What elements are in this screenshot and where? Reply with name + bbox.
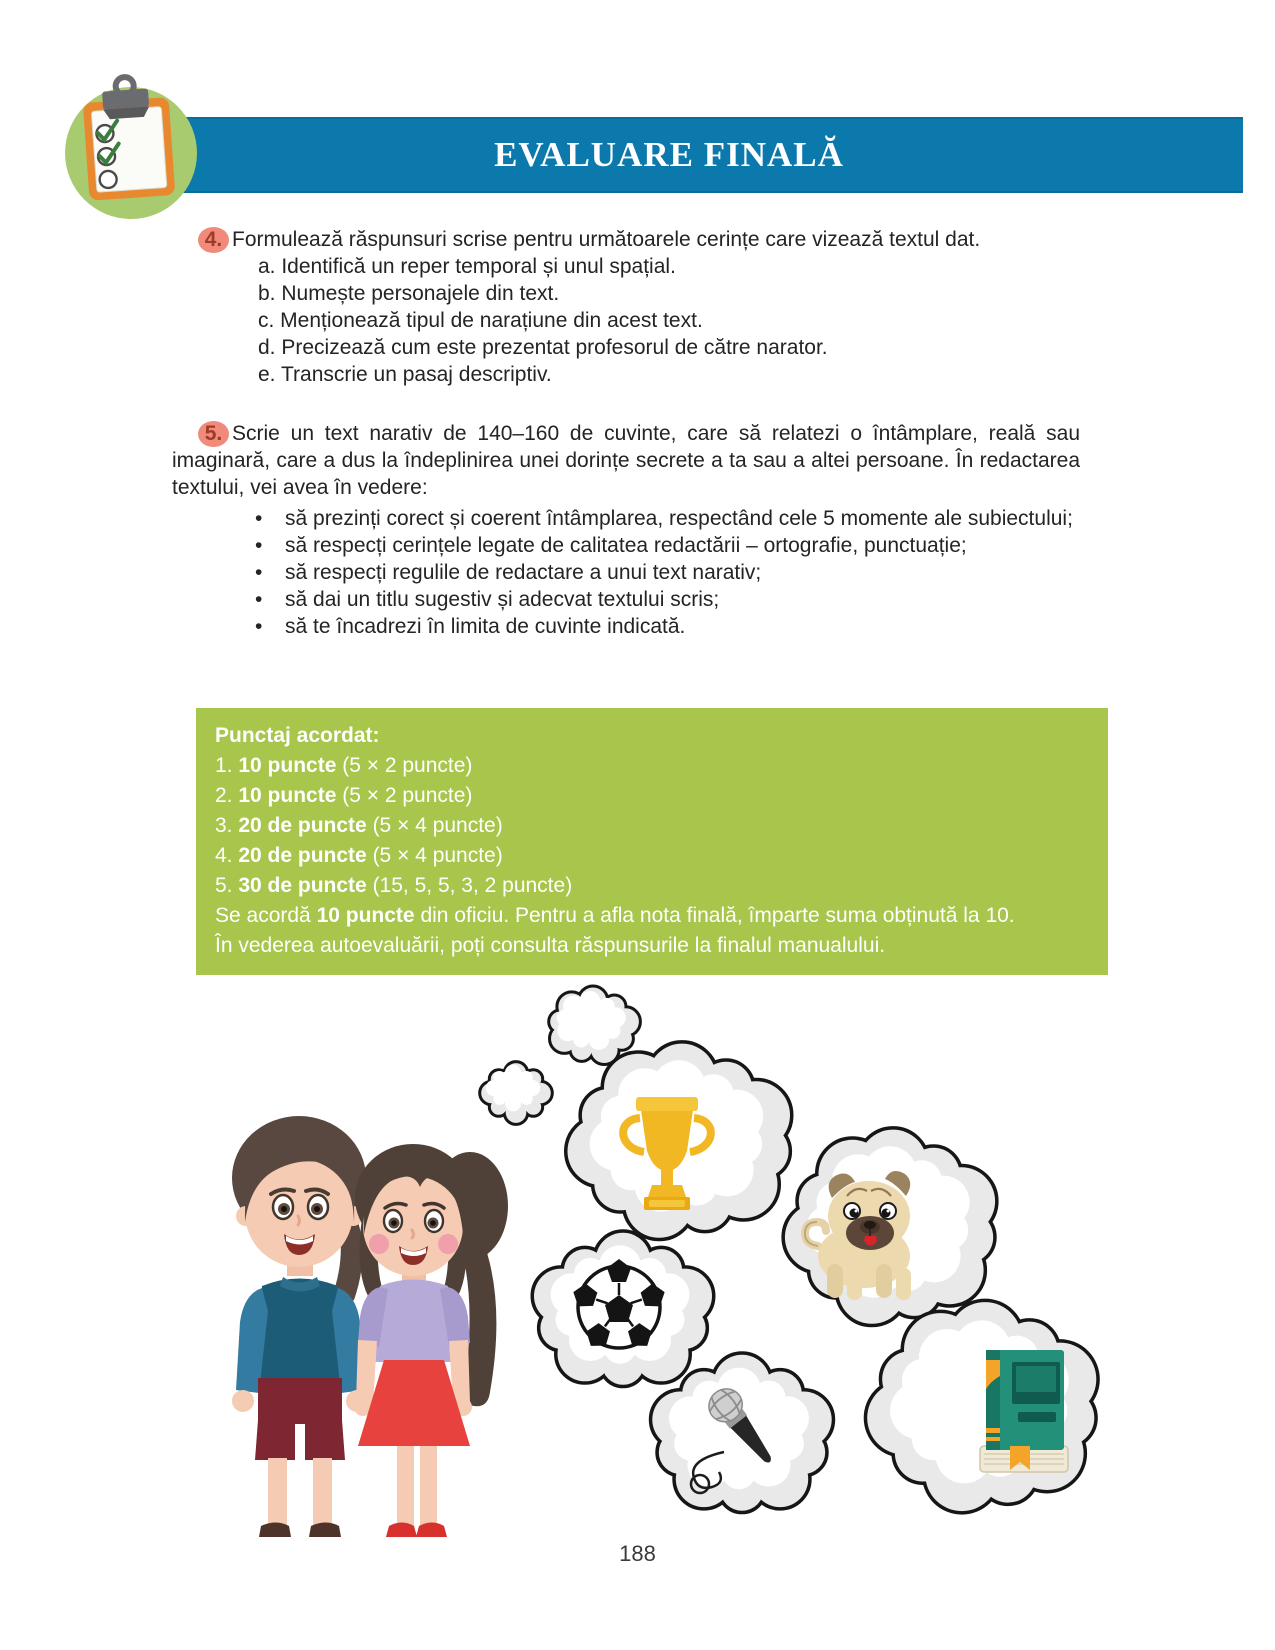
book-icon: [980, 1350, 1068, 1472]
soccer-ball-icon: [570, 1259, 669, 1353]
bullet-item: • să te încadrezi în limita de cuvinte indicată.: [255, 613, 1075, 640]
question-5-text: Scrie un text narativ de 140–160 de cuvinte, care să relatezi o întâmplare, reală sau imaginară, care a dus la îndeplinirea unei dorințe secrete a ta sau a altei persoane. În redactarea textului, vei avea în vedere:: [172, 422, 1080, 499]
trophy-icon: [623, 1097, 711, 1210]
subitem-c: c. Menționează tipul de narațiune din acest text.: [258, 309, 703, 332]
subitem-e: e. Transcrie un pasaj descriptiv.: [258, 363, 552, 386]
score-item: 3. 20 de puncte (5 × 4 puncte): [215, 814, 503, 837]
question-4: [172, 226, 1080, 388]
question-5: [172, 420, 1080, 640]
thought-bubble-pug: [785, 1130, 995, 1324]
page-number: 188: [619, 1541, 656, 1566]
bullet-item: • să dai un titlu sugestiv și adecvat textului scris;: [255, 586, 1075, 613]
bullet-item: • să respecți regulile de redactare a unui text narativ;: [255, 559, 1075, 586]
score-item: 2. 10 puncte (5 × 2 puncte): [215, 784, 473, 807]
thought-bubble-ball: [534, 1233, 712, 1385]
bullet-item: • să prezinți corect și coerent întâmplarea, respectând cele 5 momente ale subiectului;: [255, 505, 1075, 532]
question-4-stem: [172, 226, 1080, 253]
bullet-item: • să respecți cerințele legate de calitatea redactării – ortografie, punctuație;: [255, 532, 1075, 559]
header-banner: [95, 117, 1243, 193]
thought-bubble-mic: [652, 1355, 831, 1511]
question-5-requirements: [255, 505, 1075, 640]
boy-character: [232, 1116, 368, 1537]
score-box-title: Punctaj acordat:: [215, 724, 380, 747]
pug-dog-icon: [805, 1171, 911, 1300]
thought-puff-medium: [550, 988, 639, 1063]
score-box: [196, 708, 1108, 975]
thought-bubble-book: [867, 1302, 1096, 1511]
score-item: 4. 20 de puncte (5 × 4 puncte): [215, 844, 503, 867]
question-5-stem: [172, 420, 1080, 501]
thought-puff-small: [481, 1063, 551, 1123]
score-note-oficiu: Se acordă 10 puncte din oficiu. Pentru a afla nota finală, împarte suma obținută la 10.: [215, 904, 1015, 927]
question-4-number-badge: 4.: [198, 227, 229, 253]
microphone-icon: [691, 1382, 783, 1493]
score-item: 1. 10 puncte (5 × 2 puncte): [215, 754, 473, 777]
subitem-a: a. Identifică un reper temporal și unul spațial.: [258, 255, 676, 278]
thought-bubble-trophy: [568, 1044, 791, 1238]
question-4-text: Formulează răspunsuri scrise pentru următoarele cerințe care vizează textul dat.: [232, 228, 981, 251]
score-item: 5. 30 de puncte (15, 5, 5, 3, 2 puncte): [215, 874, 573, 897]
girl-character: [354, 1144, 508, 1537]
score-note-autoevaluare: În vederea autoevaluării, poți consulta răspunsurile la finalul manualului.: [215, 934, 886, 957]
subitem-b: b. Numește personajele din text.: [258, 282, 560, 305]
question-5-number-badge: 5.: [198, 421, 229, 447]
subitem-d: d. Precizează cum este prezentat profesorul de către narator.: [258, 336, 828, 359]
question-4-subitems: [258, 253, 1080, 388]
page-title: EVALUARE FINALĂ: [494, 135, 844, 174]
